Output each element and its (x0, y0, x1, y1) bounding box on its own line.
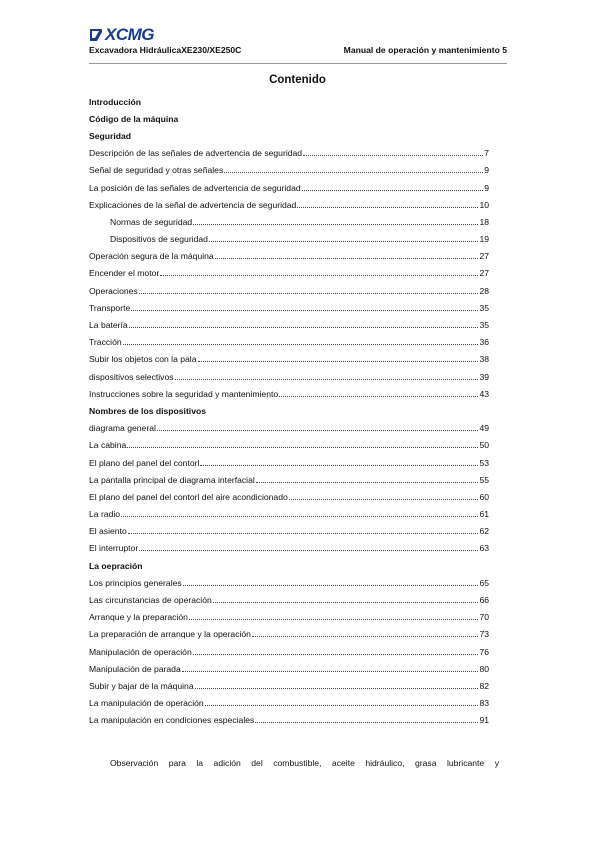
toc-entry-label: Los principios generales (89, 577, 182, 588)
toc-leader-dots (213, 601, 479, 603)
toc-page-number: 62 (479, 526, 489, 537)
toc-entry-label: La manipulación en condiciones especiales (89, 715, 255, 726)
toc-page-number: 82 (479, 680, 489, 691)
toc-leader-dots (139, 292, 479, 294)
toc-page-number: 35 (479, 320, 489, 331)
toc-page-number: 83 (479, 698, 489, 709)
toc-page-number: 49 (479, 423, 489, 434)
toc-page-number: 9 (484, 182, 489, 193)
toc-page-number: 65 (479, 577, 489, 588)
toc-page-number: 76 (479, 646, 489, 657)
toc-entry[interactable] (89, 523, 489, 540)
toc-leader-dots (193, 223, 478, 225)
toc-entry-label: Introducción (89, 96, 142, 107)
table-of-contents (89, 93, 489, 729)
toc-entry[interactable] (89, 334, 489, 351)
continuation-paragraph: Observación para la adición del combustible, aceite hidráulico, grasa lubricante y (110, 758, 499, 768)
toc-section-heading[interactable] (89, 557, 489, 574)
toc-leader-dots (279, 395, 478, 397)
toc-entry-label: Encender el motor (89, 268, 160, 279)
toc-entry[interactable] (89, 299, 489, 316)
header-right-title: Manual de operación y mantenimiento 5 (343, 45, 507, 55)
toc-leader-dots (200, 464, 478, 466)
toc-leader-dots (224, 171, 483, 173)
toc-entry[interactable] (89, 351, 489, 368)
toc-leader-dots (252, 635, 478, 637)
toc-leader-dots (129, 326, 479, 328)
xcmg-emblem-icon (89, 28, 103, 42)
toc-entry[interactable] (89, 626, 489, 643)
toc-entry-label: Tracción (89, 337, 122, 348)
toc-leader-dots (189, 618, 479, 620)
toc-leader-dots (182, 670, 479, 672)
toc-entry[interactable] (89, 677, 489, 694)
toc-entry-label: La radio (89, 509, 121, 520)
toc-leader-dots (128, 532, 479, 534)
toc-entry-label: diagrama general (89, 423, 156, 434)
toc-entry-label: Seguridad (89, 130, 132, 141)
toc-entry-label: Dispositivos de seguridad (110, 234, 208, 245)
toc-entry[interactable] (89, 695, 489, 712)
header-left-title: Excavadora HidráulicaXE230/XE250C (89, 45, 242, 55)
toc-entry[interactable] (89, 420, 489, 437)
toc-entry[interactable] (89, 368, 489, 385)
toc-page-number: 19 (479, 234, 489, 245)
toc-entry[interactable] (89, 196, 489, 213)
toc-entry-label: Subir los objetos con la pala (89, 354, 197, 365)
toc-leader-dots (198, 360, 479, 362)
toc-entry[interactable] (89, 660, 489, 677)
toc-entry-label: Manipulación de parada (89, 663, 181, 674)
toc-page-number: 36 (479, 337, 489, 348)
toc-entry-label: Operación segura de la máquina (89, 251, 214, 262)
toc-page-number: 53 (479, 457, 489, 468)
toc-entry-label: El plano del panel del contorl del aire acondicionado (89, 491, 288, 502)
page-title: Contenido (269, 74, 326, 86)
toc-leader-dots (183, 584, 479, 586)
toc-leader-dots (256, 481, 479, 483)
toc-page-number: 80 (479, 663, 489, 674)
toc-entry[interactable] (89, 179, 489, 196)
toc-leader-dots (193, 653, 479, 655)
toc-leader-dots (303, 154, 483, 156)
page-header (89, 26, 507, 55)
toc-leader-dots (205, 704, 479, 706)
toc-page-number: 70 (479, 612, 489, 623)
toc-page-number: 27 (479, 268, 489, 279)
toc-leader-dots (289, 498, 479, 500)
toc-entry[interactable] (89, 265, 489, 282)
toc-entry[interactable] (89, 437, 489, 454)
toc-entry-label: Arranque y la preparación (89, 612, 188, 623)
toc-leader-dots (215, 257, 479, 259)
toc-entry-label: Manipulación de operación (89, 646, 192, 657)
toc-entry[interactable] (89, 385, 489, 402)
toc-entry-label: La pantalla principal de diagrama interfacial (89, 474, 255, 485)
toc-leader-dots (157, 429, 479, 431)
toc-entry-label: Descripción de las señales de advertencia de seguridad (89, 148, 303, 159)
toc-entry-label: Instrucciones sobre la seguridad y mantenimiento (89, 388, 279, 399)
toc-leader-dots (255, 721, 478, 723)
toc-entry[interactable] (89, 506, 489, 523)
toc-entry-label: Código de la máquina (89, 113, 179, 124)
toc-section-heading[interactable] (89, 402, 489, 419)
toc-page-number: 60 (479, 491, 489, 502)
toc-entry[interactable] (89, 213, 489, 230)
toc-entry[interactable] (89, 231, 489, 248)
toc-entry[interactable] (89, 643, 489, 660)
toc-entry-label: Nombres de los dispositivos (89, 405, 206, 416)
toc-leader-dots (121, 515, 478, 517)
toc-entry-label: Subir y bajar de la máquina (89, 680, 194, 691)
toc-leader-dots (123, 343, 479, 345)
toc-entry-label: Las circunstancias de operación (89, 595, 212, 606)
toc-entry-label: El plano del panel del contorl (89, 457, 200, 468)
toc-page-number: 27 (479, 251, 489, 262)
toc-page-number: 18 (479, 216, 489, 227)
toc-entry[interactable] (89, 162, 489, 179)
toc-entry-label: La oepración (89, 560, 143, 571)
toc-entry[interactable] (89, 609, 489, 626)
toc-section-heading[interactable] (89, 110, 489, 127)
toc-leader-dots (160, 274, 478, 276)
toc-entry-label: La batería (89, 320, 128, 331)
xcmg-logo (89, 26, 507, 44)
toc-leader-dots (175, 378, 479, 380)
toc-entry[interactable] (89, 591, 489, 608)
toc-entry-label: Señal de seguridad y otras señales (89, 165, 224, 176)
toc-entry[interactable] (89, 145, 489, 162)
toc-entry[interactable] (89, 574, 489, 591)
toc-entry-label: dispositivos selectivos (89, 371, 174, 382)
toc-page-number: 43 (479, 388, 489, 399)
toc-page-number: 50 (479, 440, 489, 451)
toc-entry[interactable] (89, 316, 489, 333)
toc-entry-label: El asiento (89, 526, 127, 537)
toc-entry[interactable] (89, 454, 489, 471)
toc-entry-label: Normas de seguridad (110, 216, 193, 227)
toc-entry-label: La preparación de arranque y la operación (89, 629, 251, 640)
toc-leader-dots (302, 189, 484, 191)
toc-entry-label: El interruptor (89, 543, 139, 554)
toc-entry-label: Operaciones (89, 285, 138, 296)
toc-entry-label: La manipulación de operación (89, 698, 204, 709)
toc-leader-dots (127, 446, 478, 448)
toc-entry[interactable] (89, 540, 489, 557)
toc-entry[interactable] (89, 248, 489, 265)
toc-leader-dots (139, 549, 478, 551)
toc-leader-dots (297, 206, 478, 208)
toc-page-number: 73 (479, 629, 489, 640)
toc-entry[interactable] (89, 712, 489, 729)
toc-leader-dots (131, 309, 478, 311)
header-divider (89, 63, 507, 64)
toc-leader-dots (209, 240, 479, 242)
toc-entry-label: Explicaciones de la señal de advertencia de seguridad (89, 199, 297, 210)
logo-wordmark: XCMG (105, 25, 154, 44)
toc-page-number: 61 (479, 509, 489, 520)
toc-page-number: 28 (479, 285, 489, 296)
toc-section-heading[interactable] (89, 127, 489, 144)
toc-page-number: 9 (484, 165, 489, 176)
toc-page-number: 91 (479, 715, 489, 726)
toc-entry-label: Transporte (89, 302, 131, 313)
toc-page-number: 55 (479, 474, 489, 485)
toc-page-number: 66 (479, 595, 489, 606)
toc-entry[interactable] (89, 488, 489, 505)
toc-entry[interactable] (89, 282, 489, 299)
toc-page-number: 35 (479, 302, 489, 313)
toc-page-number: 39 (479, 371, 489, 382)
toc-page-number: 10 (479, 199, 489, 210)
toc-page-number: 63 (479, 543, 489, 554)
toc-page-number: 38 (479, 354, 489, 365)
toc-leader-dots (195, 687, 479, 689)
toc-entry[interactable] (89, 471, 489, 488)
toc-entry-label: La posición de las señales de advertencia de seguridad (89, 182, 301, 193)
toc-entry-label: La cabina (89, 440, 127, 451)
toc-page-number: 7 (484, 148, 489, 159)
toc-section-heading[interactable] (89, 93, 489, 110)
